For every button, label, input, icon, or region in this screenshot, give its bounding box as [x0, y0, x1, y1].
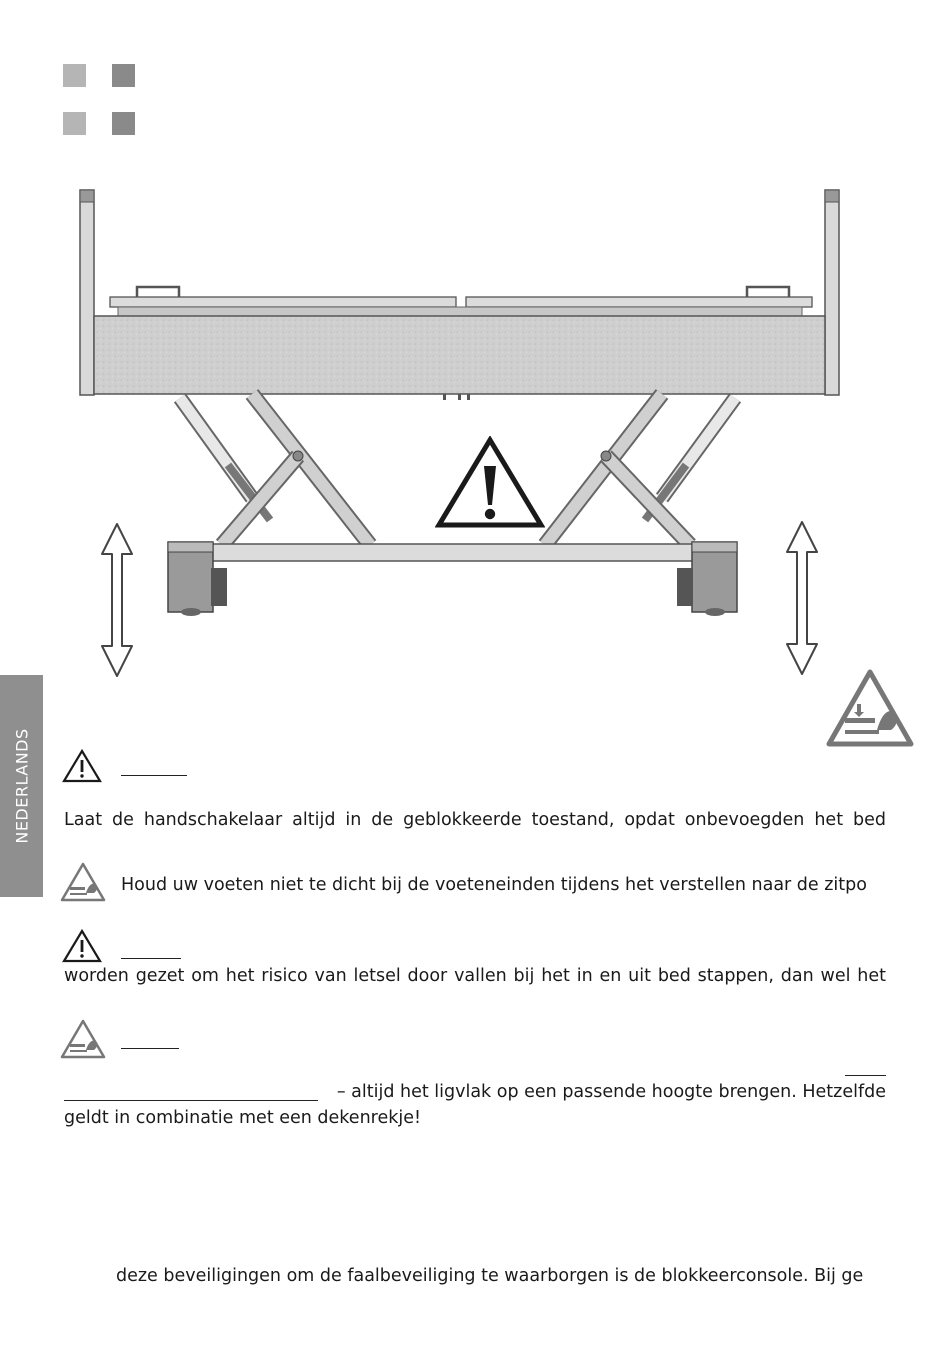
heading-underline	[121, 775, 187, 776]
warning-triangle-icon	[62, 929, 102, 963]
header-square	[112, 112, 135, 135]
header-square	[63, 64, 86, 87]
header-square	[63, 112, 86, 135]
up-down-arrow-icon	[100, 522, 134, 678]
heading-underline	[121, 958, 181, 959]
heading-underline	[121, 1048, 179, 1049]
foot-crush-hazard-icon	[60, 1019, 106, 1059]
warning-triangle-icon	[62, 749, 102, 783]
paragraph-hand-switch: Laat de handschakelaar altijd in de geblokkeerde toestand, opdat onbevoegden het bed	[64, 810, 886, 830]
foot-crush-hazard-icon	[825, 668, 915, 748]
text-underline	[845, 1075, 886, 1076]
paragraph-height-line2: geldt in combinatie met een dekenrekje!	[64, 1108, 422, 1128]
up-down-arrow-icon	[785, 520, 819, 676]
foot-crush-hazard-icon	[60, 862, 106, 902]
paragraph-feet-warning: Houd uw voeten niet te dicht bij de voeteneinden tijdens het verstellen naar de zitpo	[121, 875, 867, 895]
warning-triangle-icon	[435, 436, 545, 530]
language-tab-label: NEDERLANDS	[12, 728, 31, 844]
paragraph-fall-risk: worden gezet om het risico van letsel door vallen bij het in en uit bed stappen, dan wel het	[64, 966, 886, 986]
language-tab	[0, 675, 43, 897]
text-underline	[64, 1100, 318, 1101]
paragraph-height-line1: – altijd het ligvlak op een passende hoogte brengen. Hetzelfde	[336, 1082, 886, 1102]
header-square	[112, 64, 135, 87]
paragraph-blocking-console: deze beveiligingen om de faalbeveiliging te waarborgen is de blokkeerconsole. Bij ge	[116, 1266, 864, 1286]
